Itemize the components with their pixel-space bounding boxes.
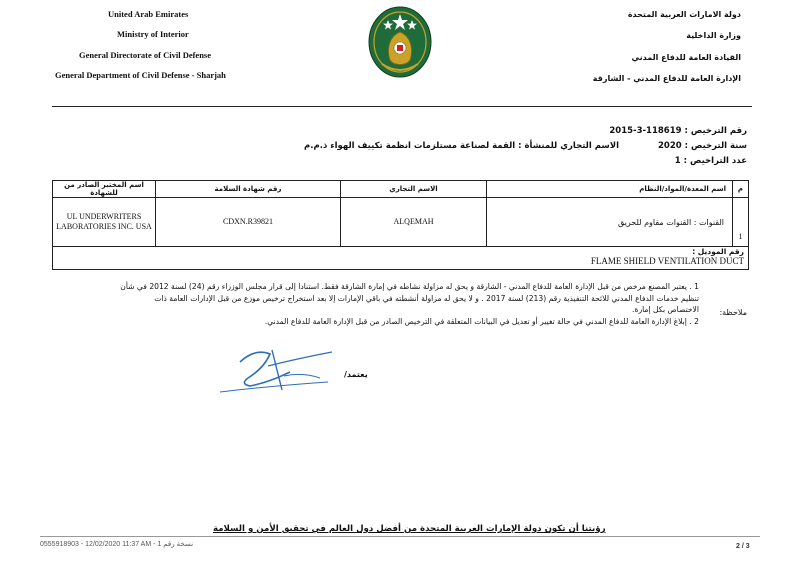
footer-slogan: رؤيتنا أن تكون دولة الإمارات العربية المتحدة من أفضل دول العالم في تحقيق الأمن و السلامة	[213, 524, 606, 534]
footer-divider	[40, 536, 760, 537]
header-divider	[52, 106, 752, 107]
header-ar-line-2: وزارة الداخلية	[686, 31, 741, 40]
header-ar-line-4: الإدارة العامة للدفاع المدني - الشارقة	[592, 74, 741, 83]
approval-label: يعتمد/	[344, 370, 368, 379]
header-en-line-4: General Department of Civil Defense - Sharjah	[55, 70, 226, 80]
cell-material: القنوات : القنوات مقاوم للحريق	[487, 198, 733, 247]
header-material: اسم المعدة/المواد/النظام	[487, 181, 733, 198]
cell-no: 1	[733, 198, 749, 247]
cell-trade-name: ALQEMAH	[341, 198, 487, 247]
header-en-line-3: General Directorate of Civil Defense	[79, 50, 212, 60]
signature	[210, 342, 340, 398]
page-number: 2 / 3	[736, 543, 750, 550]
license-trade-name: الاسم التجاري للمنشأة : القمة لصناعة مستلزمات انظمة تكييف الهواء ذ.م.م	[304, 141, 619, 151]
notes-label: ملاحظة:	[719, 308, 747, 317]
header-trade-name: الاسم التجاري	[341, 181, 487, 198]
model-row	[53, 247, 749, 270]
note-line-3: الاختصاص بكل إمارة.	[632, 305, 699, 314]
header-ar-line-3: القيادة العامة للدفاع المدني	[631, 53, 741, 62]
table-row	[53, 198, 749, 247]
uae-interior-emblem	[366, 4, 434, 80]
footer-meta: 0555918903 - 12/02/2020 11:37 AM - 1 نسخة رقم	[40, 541, 194, 548]
note-line-1: 1 . يعتبر المصنع مرخص من قبل الإدارة العامة للدفاع المدني - الشارقة و يحق له مزاولة نشاطه في إمارة الشارقة فقط. استنادا إلى قرار مجلس الوزراء رقم (24) لسنة 2012 في شأن	[120, 282, 699, 291]
model-value: FLAME SHIELD VENTILATION DUCT	[590, 256, 744, 266]
notes-block	[49, 281, 699, 327]
note-line-2: تنظيم خدمات الدفاع المدني للائحة التنفيذية رقم (213) لسنة 2017 . و لا يحق له مزاولة أنشطته في باقي الإمارات إلا بعد استخراج ترخيص موزع من قبل الإدارات العامة ذات	[154, 293, 699, 303]
cell-cert-no: CDXN.R39821	[156, 198, 341, 247]
license-number: رقم الترخيص : 118619-3-2015	[609, 126, 747, 136]
header-no: م	[733, 181, 749, 198]
header-cert-no: رقم شهادة السلامة	[156, 181, 341, 198]
cell-lab: UL UNDERWRITERS LABORATORIES INC. USA	[53, 198, 156, 247]
model-label: رقم الموديل :	[692, 247, 744, 256]
license-year: سنة الترخيص : 2020	[658, 141, 747, 151]
header-lab: اسم المختبر الصادر من للشهادة	[53, 181, 156, 198]
products-table	[52, 180, 749, 270]
header-ar-line-1: دولة الامارات العربية المتحدة	[627, 10, 741, 19]
license-count: عدد التراخيص : 1	[674, 156, 747, 166]
note-line-4: 2 . إبلاغ الإدارة العامة للدفاع المدني في حالة تغيير أو تعديل في البيانات المتعلقة في الترخيص الصادر من قبل الإدارة العامة للدفاع المدني.	[264, 316, 699, 326]
header-en-line-1: United Arab Emirates	[108, 9, 189, 19]
header-en-line-2: Ministry of Interior	[117, 29, 189, 39]
table-header-row	[53, 181, 749, 198]
